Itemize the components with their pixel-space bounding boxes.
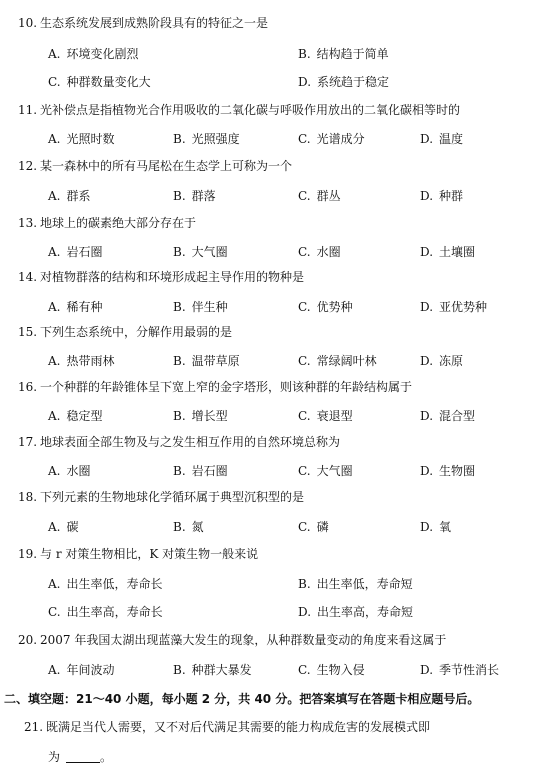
sentence-end: 。 (100, 750, 113, 764)
option-b: B. 出生率低，寿命短 (298, 577, 413, 591)
option-b: B. 岩石圈 (173, 464, 228, 478)
option-b: B. 大气圈 (173, 245, 228, 259)
option-c: C. 出生率高，寿命长 (48, 605, 163, 619)
question-stem: 既满足当代人需要，又不对后代满足其需要的能力构成危害的发展模式即 (46, 720, 431, 734)
question-16 (0, 378, 540, 395)
option-b: B. 温带草原 (173, 354, 240, 368)
option-d: D. 生物圈 (420, 464, 476, 478)
question-number: 15. (18, 325, 38, 339)
option-a: A. 稳定型 (48, 409, 103, 423)
question-14 (0, 268, 540, 285)
question-12 (0, 157, 540, 174)
option-c: C. 常绿阔叶林 (298, 354, 377, 368)
question-21 (0, 718, 540, 735)
question-17 (0, 433, 540, 450)
question-21-line-2 (0, 748, 540, 765)
option-a: A. 稀有种 (48, 300, 103, 314)
question-stem: 地球表面全部生物及与之发生相互作用的自然环境总称为 (40, 435, 341, 449)
option-d: D. 出生率高，寿命短 (298, 605, 414, 619)
question-stem: 与 r 对策生物相比，K 对策生物一般来说 (40, 547, 259, 561)
option-a: A. 碳 (48, 520, 79, 534)
option-a: A. 岩石圈 (48, 245, 103, 259)
option-d: D. 混合型 (420, 409, 476, 423)
option-d: D. 氧 (420, 520, 452, 534)
question-stem: 地球上的碳素绝大部分存在于 (40, 216, 197, 230)
option-a: A. 出生率低，寿命长 (48, 577, 163, 591)
option-a: A. 群系 (48, 189, 91, 203)
question-stem-continued: 为 (48, 750, 61, 764)
option-c: C. 群丛 (298, 189, 341, 203)
option-c: C. 磷 (298, 520, 329, 534)
option-c: C. 大气圈 (298, 464, 353, 478)
question-20 (0, 631, 540, 648)
question-stem: 对植物群落的结构和环境形成起主导作用的物种是 (40, 270, 305, 284)
question-18 (0, 488, 540, 505)
option-a: A. 热带雨林 (48, 354, 115, 368)
question-number: 19. (18, 547, 38, 561)
option-b: B. 群落 (173, 189, 216, 203)
option-a: A. 光照时数 (48, 132, 115, 146)
option-b: B. 种群大暴发 (173, 663, 252, 677)
question-number: 12. (18, 159, 38, 173)
question-number: 21. (24, 720, 44, 734)
question-stem: 生态系统发展到成熟阶段具有的特征之一是 (40, 16, 269, 30)
section-heading-fill-in: 二、填空题：21～40 小题，每小题 2 分，共 40 分。把答案填写在答题卡相应题号后。 (4, 692, 480, 706)
option-a: A. 年间波动 (48, 663, 115, 677)
option-c: C. 衰退型 (298, 409, 353, 423)
answer-blank[interactable] (66, 750, 100, 763)
option-d: D. 土壤圈 (420, 245, 476, 259)
option-b: B. 增长型 (173, 409, 228, 423)
question-number: 13. (18, 216, 38, 230)
question-number: 14. (18, 270, 38, 284)
question-number: 10. (18, 16, 38, 30)
question-stem: 某一森林中的所有马尾松在生态学上可称为一个 (40, 159, 293, 173)
question-number: 11. (18, 103, 38, 117)
option-a: A. 环境变化剧烈 (48, 47, 139, 61)
question-stem: 下列元素的生物地球化学循环属于典型沉积型的是 (40, 490, 305, 504)
option-b: B. 光照强度 (173, 132, 240, 146)
question-number: 17. (18, 435, 38, 449)
option-a: A. 水圈 (48, 464, 91, 478)
option-b: B. 结构趋于简单 (298, 47, 389, 61)
option-d: D. 亚优势种 (420, 300, 488, 314)
question-stem: 光补偿点是指植物光合作用吸收的二氧化碳与呼吸作用放出的二氧化碳相等时的 (40, 103, 461, 117)
option-c: C. 生物入侵 (298, 663, 365, 677)
option-d: D. 温度 (420, 132, 464, 146)
option-d: D. 系统趋于稳定 (298, 75, 390, 89)
question-10 (0, 14, 540, 31)
question-11 (0, 101, 540, 118)
option-d: D. 冻原 (420, 354, 464, 368)
question-13 (0, 214, 540, 231)
option-b: B. 伴生种 (173, 300, 228, 314)
option-c: C. 水圈 (298, 245, 341, 259)
option-d: D. 季节性消长 (420, 663, 500, 677)
option-c: C. 种群数量变化大 (48, 75, 151, 89)
option-c: C. 光谱成分 (298, 132, 365, 146)
option-c: C. 优势种 (298, 300, 353, 314)
question-stem: 下列生态系统中，分解作用最弱的是 (40, 325, 233, 339)
question-number: 16. (18, 380, 38, 394)
option-d: D. 种群 (420, 189, 464, 203)
question-stem: 2007 年我国太湖出现蓝藻大发生的现象，从种群数量变动的角度来看这属于 (40, 633, 447, 647)
question-stem: 一个种群的年龄锥体呈下宽上窄的金字塔形，则该种群的年龄结构属于 (40, 380, 413, 394)
question-number: 18. (18, 490, 38, 504)
question-19 (0, 545, 540, 562)
option-b: B. 氮 (173, 520, 204, 534)
question-number: 20. (18, 633, 38, 647)
question-15 (0, 323, 540, 340)
